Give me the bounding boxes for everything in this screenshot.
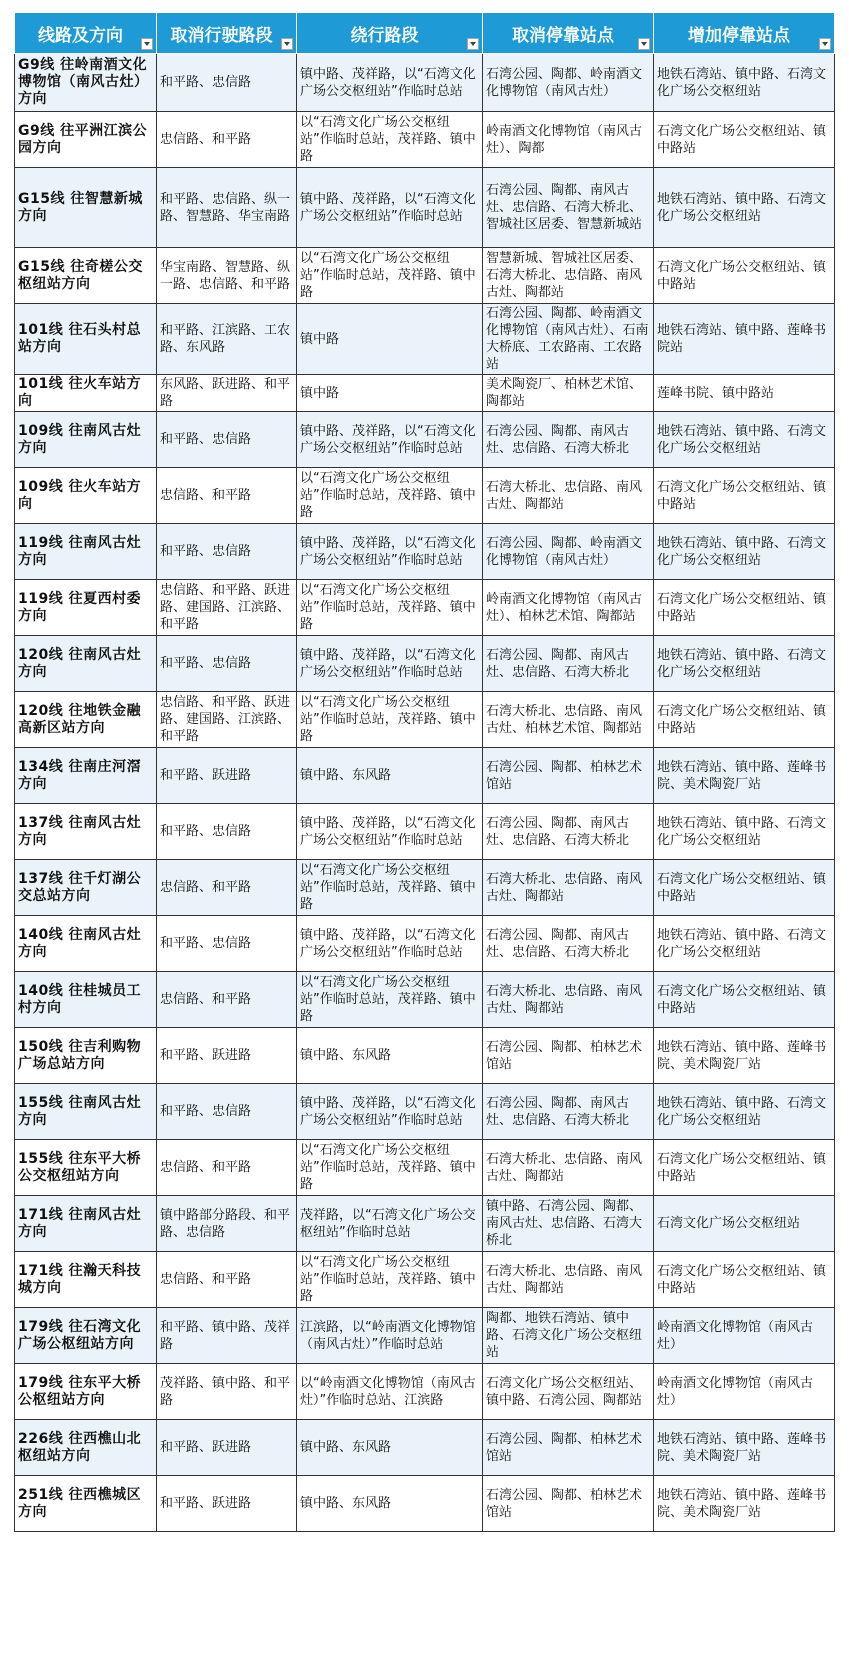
- cancelled-stops-cell: 岭南酒文化博物馆（南风古灶）、陶都: [483, 112, 654, 168]
- table-row: [15, 304, 835, 375]
- header-label: 增加停靠站点: [688, 25, 790, 46]
- cancelled-segment-cell: 华宝南路、智慧路、纵一路、忠信路、和平路: [157, 248, 297, 304]
- detour-cell: 茂祥路，以“石湾文化广场公交枢纽站”作临时总站: [297, 1196, 483, 1252]
- cancelled-segment-cell: 和平路、镇中路、茂祥路: [157, 1308, 297, 1364]
- header-label: 绕行路段: [350, 25, 419, 46]
- route-cell: 109线 往南风古灶方向: [15, 412, 157, 468]
- cancelled-segment-cell: 忠信路、和平路: [157, 860, 297, 916]
- cancelled-segment-cell: 镇中路部分路段、和平路、忠信路: [157, 1196, 297, 1252]
- added-stops-cell: 莲峰书院、镇中路站: [654, 375, 835, 412]
- route-cell: 119线 往夏西村委方向: [15, 580, 157, 636]
- table-row: [15, 804, 835, 860]
- table-row: [15, 248, 835, 304]
- table-row: [15, 168, 835, 248]
- added-stops-cell: 地铁石湾站、镇中路、莲峰书院、美术陶瓷厂站: [654, 1028, 835, 1084]
- cancelled-segment-cell: 和平路、跃进路: [157, 1028, 297, 1084]
- detour-cell: 以“石湾文化广场公交枢纽站”作临时总站，茂祥路、镇中路: [297, 1252, 483, 1308]
- table-row: [15, 916, 835, 972]
- cancelled-stops-cell: 陶都、地铁石湾站、镇中路、石湾文化广场公交枢纽站: [483, 1308, 654, 1364]
- table-row: [15, 1476, 835, 1532]
- table-row: [15, 524, 835, 580]
- col-header-route: [15, 13, 157, 54]
- route-cell: 171线 往南风古灶方向: [15, 1196, 157, 1252]
- cancelled-stops-cell: 石湾大桥北、忠信路、南风古灶、陶都站: [483, 860, 654, 916]
- cancelled-segment-cell: 茂祥路、镇中路、和平路: [157, 1364, 297, 1420]
- filter-dropdown-icon[interactable]: [819, 38, 831, 50]
- route-cell: G9线 往岭南酒文化博物馆（南风古灶）方向: [15, 54, 157, 112]
- added-stops-cell: 地铁石湾站、镇中路、石湾文化广场公交枢纽站: [654, 412, 835, 468]
- cancelled-segment-cell: 和平路、忠信路: [157, 1084, 297, 1140]
- cancelled-stops-cell: 石湾公园、陶都、柏林艺术馆站: [483, 1420, 654, 1476]
- added-stops-cell: 岭南酒文化博物馆（南风古灶）: [654, 1364, 835, 1420]
- route-cell: 226线 往西樵山北枢纽站方向: [15, 1420, 157, 1476]
- cancelled-stops-cell: 石湾大桥北、忠信路、南风古灶、陶都站: [483, 1252, 654, 1308]
- filter-dropdown-icon[interactable]: [467, 38, 479, 50]
- table-row: [15, 860, 835, 916]
- added-stops-cell: 石湾文化广场公交枢纽站、镇中路站: [654, 1140, 835, 1196]
- cancelled-segment-cell: 忠信路、和平路、跃进路、建国路、江滨路、和平路: [157, 692, 297, 748]
- table-row: [15, 1252, 835, 1308]
- detour-cell: 以“石湾文化广场公交枢纽站”作临时总站，茂祥路、镇中路: [297, 580, 483, 636]
- cancelled-segment-cell: 忠信路、和平路: [157, 112, 297, 168]
- cancelled-stops-cell: 石湾大桥北、忠信路、南风古灶、陶都站: [483, 972, 654, 1028]
- table-row: [15, 1196, 835, 1252]
- detour-cell: 以“石湾文化广场公交枢纽站”作临时总站，茂祥路、镇中路: [297, 468, 483, 524]
- detour-cell: 以“石湾文化广场公交枢纽站”作临时总站，茂祥路、镇中路: [297, 248, 483, 304]
- cancelled-stops-cell: 石湾公园、陶都、南风古灶、忠信路、石湾大桥北: [483, 412, 654, 468]
- cancelled-stops-cell: 石湾公园、陶都、岭南酒文化博物馆（南风古灶）、石南大桥底、工农路南、工农路站: [483, 304, 654, 375]
- cancelled-segment-cell: 忠信路、和平路: [157, 468, 297, 524]
- detour-cell: 镇中路、东风路: [297, 748, 483, 804]
- added-stops-cell: 地铁石湾站、镇中路、莲峰书院站: [654, 304, 835, 375]
- added-stops-cell: 地铁石湾站、镇中路、莲峰书院、美术陶瓷厂站: [654, 1476, 835, 1532]
- col-header-added-stops: [654, 13, 835, 54]
- route-cell: 155线 往南风古灶方向: [15, 1084, 157, 1140]
- detour-cell: 以“石湾文化广场公交枢纽站”作临时总站，茂祥路、镇中路: [297, 692, 483, 748]
- detour-cell: 镇中路、茂祥路，以“石湾文化广场公交枢纽站”作临时总站: [297, 916, 483, 972]
- cancelled-stops-cell: 石湾公园、陶都、柏林艺术馆站: [483, 748, 654, 804]
- header-label: 取消停靠站点: [512, 25, 614, 46]
- added-stops-cell: 石湾文化广场公交枢纽站、镇中路站: [654, 468, 835, 524]
- detour-table-container: [14, 12, 834, 1532]
- added-stops-cell: 地铁石湾站、镇中路、莲峰书院、美术陶瓷厂站: [654, 1420, 835, 1476]
- table-body: [15, 54, 835, 1532]
- route-cell: 120线 往南风古灶方向: [15, 636, 157, 692]
- cancelled-stops-cell: 石湾公园、陶都、岭南酒文化博物馆（南风古灶）: [483, 524, 654, 580]
- cancelled-stops-cell: 智慧新城、智城社区居委、石湾大桥北、忠信路、南风古灶、陶都站: [483, 248, 654, 304]
- added-stops-cell: 地铁石湾站、镇中路、石湾文化广场公交枢纽站: [654, 916, 835, 972]
- cancelled-segment-cell: 忠信路、和平路: [157, 972, 297, 1028]
- added-stops-cell: 石湾文化广场公交枢纽站、镇中路站: [654, 1252, 835, 1308]
- route-cell: 109线 往火车站方向: [15, 468, 157, 524]
- added-stops-cell: 地铁石湾站、镇中路、石湾文化广场公交枢纽站: [654, 1084, 835, 1140]
- header-label: 取消行驶路段: [170, 25, 273, 46]
- cancelled-segment-cell: 东风路、跃进路、和平路: [157, 375, 297, 412]
- cancelled-segment-cell: 和平路、跃进路: [157, 748, 297, 804]
- route-cell: 101线 往石头村总站方向: [15, 304, 157, 375]
- route-cell: 134线 往南庄河滘方向: [15, 748, 157, 804]
- table-row: [15, 580, 835, 636]
- added-stops-cell: 石湾文化广场公交枢纽站、镇中路站: [654, 248, 835, 304]
- cancelled-stops-cell: 石湾公园、陶都、南风古灶、忠信路、石湾大桥北: [483, 1084, 654, 1140]
- cancelled-segment-cell: 和平路、忠信路: [157, 636, 297, 692]
- table-row: [15, 1140, 835, 1196]
- col-header-cancelled-stops: [483, 13, 654, 54]
- cancelled-stops-cell: 石湾公园、陶都、南风古灶、忠信路、石湾大桥北: [483, 916, 654, 972]
- route-cell: G15线 往智慧新城方向: [15, 168, 157, 248]
- route-cell: 120线 往地铁金融高新区站方向: [15, 692, 157, 748]
- detour-cell: 镇中路、茂祥路，以“石湾文化广场公交枢纽站”作临时总站: [297, 168, 483, 248]
- detour-cell: 以“石湾文化广场公交枢纽站”作临时总站，茂祥路、镇中路: [297, 860, 483, 916]
- route-cell: 155线 往东平大桥公交枢纽站方向: [15, 1140, 157, 1196]
- detour-cell: 镇中路、东风路: [297, 1476, 483, 1532]
- detour-cell: 镇中路、茂祥路，以“石湾文化广场公交枢纽站”作临时总站: [297, 804, 483, 860]
- cancelled-stops-cell: 石湾大桥北、忠信路、南风古灶、柏林艺术馆、陶都站: [483, 692, 654, 748]
- cancelled-stops-cell: 石湾大桥北、忠信路、南风古灶、陶都站: [483, 1140, 654, 1196]
- added-stops-cell: 地铁石湾站、镇中路、石湾文化广场公交枢纽站: [654, 524, 835, 580]
- detour-cell: 镇中路: [297, 375, 483, 412]
- filter-dropdown-icon[interactable]: [638, 38, 650, 50]
- cancelled-segment-cell: 和平路、忠信路、纵一路、智慧路、华宝南路: [157, 168, 297, 248]
- route-cell: 119线 往南风古灶方向: [15, 524, 157, 580]
- table-row: [15, 468, 835, 524]
- added-stops-cell: 石湾文化广场公交枢纽站、镇中路站: [654, 112, 835, 168]
- cancelled-segment-cell: 和平路、跃进路: [157, 1476, 297, 1532]
- route-cell: 137线 往南风古灶方向: [15, 804, 157, 860]
- detour-cell: 江滨路，以“岭南酒文化博物馆（南风古灶）”作临时总站: [297, 1308, 483, 1364]
- cancelled-segment-cell: 和平路、忠信路: [157, 916, 297, 972]
- table-row: [15, 972, 835, 1028]
- detour-cell: 以“石湾文化广场公交枢纽站”作临时总站，茂祥路、镇中路: [297, 112, 483, 168]
- cancelled-segment-cell: 和平路、忠信路: [157, 524, 297, 580]
- col-header-cancelled-segment: [157, 13, 297, 54]
- table-row: [15, 1420, 835, 1476]
- table-row: [15, 692, 835, 748]
- cancelled-segment-cell: 忠信路、和平路: [157, 1140, 297, 1196]
- cancelled-stops-cell: 岭南酒文化博物馆（南风古灶）、柏林艺术馆、陶都站: [483, 580, 654, 636]
- detour-cell: 镇中路、东风路: [297, 1028, 483, 1084]
- cancelled-stops-cell: 石湾公园、陶都、南风古灶、忠信路、石湾大桥北: [483, 636, 654, 692]
- cancelled-stops-cell: 石湾大桥北、忠信路、南风古灶、陶都站: [483, 468, 654, 524]
- cancelled-stops-cell: 石湾公园、陶都、南风古灶、忠信路、石湾大桥北、智城社区居委、智慧新城站: [483, 168, 654, 248]
- detour-table: [14, 12, 835, 1532]
- cancelled-stops-cell: 石湾公园、陶都、柏林艺术馆站: [483, 1476, 654, 1532]
- cancelled-segment-cell: 和平路、忠信路: [157, 54, 297, 112]
- route-cell: 150线 往吉利购物广场总站方向: [15, 1028, 157, 1084]
- detour-cell: 以“岭南酒文化博物馆（南风古灶）”作临时总站、江滨路: [297, 1364, 483, 1420]
- cancelled-segment-cell: 和平路、忠信路: [157, 804, 297, 860]
- table-row: [15, 54, 835, 112]
- route-cell: 137线 往千灯湖公交总站方向: [15, 860, 157, 916]
- table-row: [15, 1084, 835, 1140]
- cancelled-segment-cell: 和平路、忠信路: [157, 412, 297, 468]
- added-stops-cell: 地铁石湾站、镇中路、莲峰书院、美术陶瓷厂站: [654, 748, 835, 804]
- route-cell: 101线 往火车站方向: [15, 375, 157, 412]
- added-stops-cell: 石湾文化广场公交枢纽站、镇中路站: [654, 580, 835, 636]
- cancelled-segment-cell: 和平路、跃进路: [157, 1420, 297, 1476]
- detour-cell: 镇中路、茂祥路，以“石湾文化广场公交枢纽站”作临时总站: [297, 412, 483, 468]
- added-stops-cell: 地铁石湾站、镇中路、石湾文化广场公交枢纽站: [654, 54, 835, 112]
- detour-cell: 镇中路、茂祥路，以“石湾文化广场公交枢纽站”作临时总站: [297, 524, 483, 580]
- table-row: [15, 112, 835, 168]
- added-stops-cell: 地铁石湾站、镇中路、石湾文化广场公交枢纽站: [654, 168, 835, 248]
- detour-cell: 镇中路: [297, 304, 483, 375]
- table-row: [15, 375, 835, 412]
- added-stops-cell: 石湾文化广场公交枢纽站、镇中路站: [654, 860, 835, 916]
- header-label: 线路及方向: [38, 25, 123, 46]
- cancelled-stops-cell: 石湾文化广场公交枢纽站、镇中路、石湾公园、陶都站: [483, 1364, 654, 1420]
- route-cell: 171线 往瀚天科技城方向: [15, 1252, 157, 1308]
- added-stops-cell: 石湾文化广场公交枢纽站、镇中路站: [654, 972, 835, 1028]
- filter-dropdown-icon[interactable]: [141, 38, 153, 50]
- detour-cell: 镇中路、茂祥路，以“石湾文化广场公交枢纽站”作临时总站: [297, 1084, 483, 1140]
- route-cell: 179线 往石湾文化广场公枢纽站方向: [15, 1308, 157, 1364]
- header-row: [15, 13, 835, 54]
- detour-cell: 以“石湾文化广场公交枢纽站”作临时总站，茂祥路、镇中路: [297, 1140, 483, 1196]
- route-cell: 140线 往桂城员工村方向: [15, 972, 157, 1028]
- added-stops-cell: 地铁石湾站、镇中路、石湾文化广场公交枢纽站: [654, 636, 835, 692]
- added-stops-cell: 岭南酒文化博物馆（南风古灶）: [654, 1308, 835, 1364]
- route-cell: G9线 往平洲江滨公园方向: [15, 112, 157, 168]
- added-stops-cell: 地铁石湾站、镇中路、石湾文化广场公交枢纽站: [654, 804, 835, 860]
- cancelled-stops-cell: 镇中路、石湾公园、陶都、南风古灶、忠信路、石湾大桥北: [483, 1196, 654, 1252]
- detour-cell: 镇中路、东风路: [297, 1420, 483, 1476]
- table-row: [15, 412, 835, 468]
- route-cell: 140线 往南风古灶方向: [15, 916, 157, 972]
- table-row: [15, 1364, 835, 1420]
- table-row: [15, 1308, 835, 1364]
- col-header-detour: [297, 13, 483, 54]
- cancelled-stops-cell: 石湾公园、陶都、岭南酒文化博物馆（南风古灶）: [483, 54, 654, 112]
- route-cell: 251线 往西樵城区方向: [15, 1476, 157, 1532]
- route-cell: G15线 往奇槎公交枢纽站方向: [15, 248, 157, 304]
- added-stops-cell: 石湾文化广场公交枢纽站、镇中路站: [654, 692, 835, 748]
- cancelled-stops-cell: 美术陶瓷厂、柏林艺术馆、陶都站: [483, 375, 654, 412]
- detour-cell: 镇中路、茂祥路，以“石湾文化广场公交枢纽站”作临时总站: [297, 636, 483, 692]
- cancelled-segment-cell: 和平路、江滨路、工农路、东风路: [157, 304, 297, 375]
- cancelled-segment-cell: 忠信路、和平路、跃进路、建国路、江滨路、和平路: [157, 580, 297, 636]
- cancelled-stops-cell: 石湾公园、陶都、柏林艺术馆站: [483, 1028, 654, 1084]
- detour-cell: 以“石湾文化广场公交枢纽站”作临时总站，茂祥路、镇中路: [297, 972, 483, 1028]
- table-row: [15, 748, 835, 804]
- detour-cell: 镇中路、茂祥路，以“石湾文化广场公交枢纽站”作临时总站: [297, 54, 483, 112]
- cancelled-segment-cell: 忠信路、和平路: [157, 1252, 297, 1308]
- filter-dropdown-icon[interactable]: [281, 38, 293, 50]
- table-row: [15, 636, 835, 692]
- added-stops-cell: 石湾文化广场公交枢纽站: [654, 1196, 835, 1252]
- table-row: [15, 1028, 835, 1084]
- cancelled-stops-cell: 石湾公园、陶都、南风古灶、忠信路、石湾大桥北: [483, 804, 654, 860]
- route-cell: 179线 往东平大桥公枢纽站方向: [15, 1364, 157, 1420]
